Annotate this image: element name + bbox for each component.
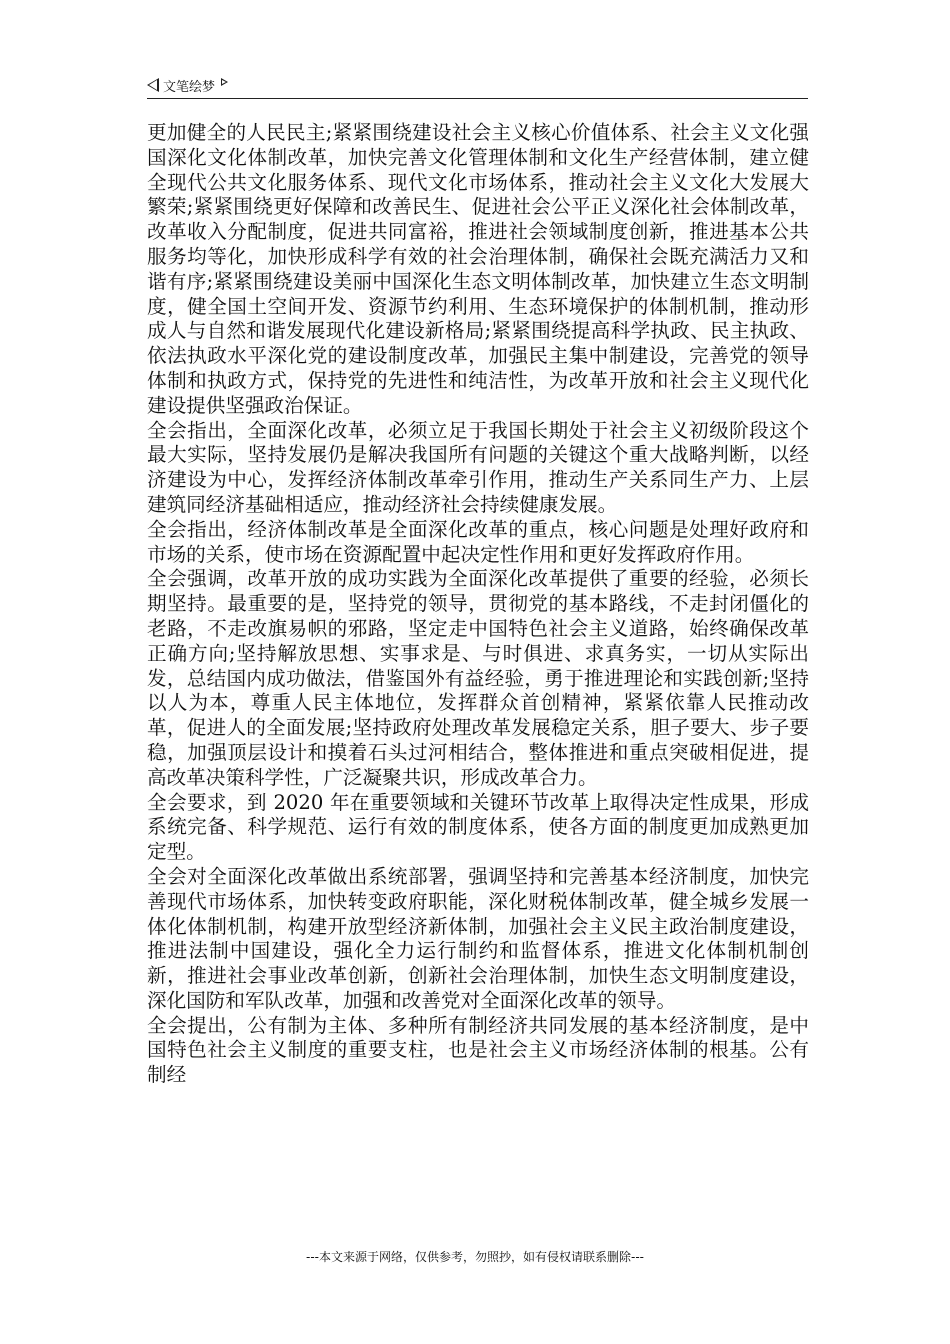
paragraph: 全会提出，公有制为主体、多种所有制经济共同发展的基本经济制度，是中国特色社会主义制度的重要支柱，也是社会主义市场经济体制的根基。公有制经 bbox=[147, 1013, 809, 1087]
paragraph: 全会指出，经济体制改革是全面深化改革的重点，核心问题是处理好政府和市场的关系，使市场在资源配置中起决定性作用和更好发挥政府作用。 bbox=[147, 517, 809, 566]
triangle-left-icon bbox=[147, 78, 159, 92]
document-body bbox=[147, 121, 809, 1088]
paragraph: 全会指出，全面深化改革，必须立足于我国长期处于社会主义初级阶段这个最大实际，坚持发展仍是解决我国所有问题的关键这个重大战略判断，以经济建设为中心，发挥经济体制改革牵引作用，推动生产关系同生产力、上层建筑同经济基础相适应，推动经济社会持续健康发展。 bbox=[147, 418, 809, 516]
triangle-right-icon bbox=[221, 78, 228, 86]
paragraph: 全会强调，改革开放的成功实践为全面深化改革提供了重要的经验，必须长期坚持。最重要的是，坚持党的领导，贯彻党的基本路线，不走封闭僵化的老路，不走改旗易帜的邪路，坚定走中国特色社会主义道路，始终确保改革正确方向;坚持解放思想、实事求是、与时俱进、求真务实，一切从实际出发，总结国内成功做法，借鉴国外有益经验，勇于推进理论和实践创新;坚持以人为本，尊重人民主体地位，发挥群众首创精神，紧紧依靠人民推动改革，促进人的全面发展;坚持政府处理改革发展稳定关系，胆子要大、步子要稳，加强顶层设计和摸着石头过河相结合，整体推进和重点突破相促进，提高改革决策科学性，广泛凝聚共识，形成改革合力。 bbox=[147, 567, 809, 789]
header-title: 文笔绘梦 bbox=[163, 79, 216, 95]
paragraph: 更加健全的人民民主;紧紧围绕建设社会主义核心价值体系、社会主义文化强国深化文化体制改革，加快完善文化管理体制和文化生产经营体制，建立健全现代公共文化服务体系、现代文化市场体系，推动社会主义文化大发展大繁荣;紧紧围绕更好保障和改善民生、促进社会公平正义深化社会体制改革，改革收入分配制度，促进共同富裕，推进社会领域制度创新，推进基本公共服务均等化，加快形成科学有效的社会治理体制，确保社会既充满活力又和谐有序;紧紧围绕建设美丽中国深化生态文明体制改革，加快建立生态文明制度，健全国土空间开发、资源节约利用、生态环境保护的体制机制，推动形成人与自然和谐发展现代化建设新格局;紧紧围绕提高科学执政、民主执政、依法执政水平深化党的建设制度改革，加强民主集中制建设，完善党的领导体制和执政方式，保持党的先进性和纯洁性，为改革开放和社会主义现代化建设提供坚强政治保证。 bbox=[147, 121, 809, 417]
page-header bbox=[147, 74, 808, 99]
paragraph: 全会对全面深化改革做出系统部署，强调坚持和完善基本经济制度，加快完善现代市场体系，加快转变政府职能，深化财税体制改革，健全城乡发展一体化体制机制，构建开放型经济新体制，加强社会主义民主政治制度建设，推进法制中国建设，强化全力运行制约和监督体系，推进文化体制机制创新，推进社会事业改革创新，创新社会治理体制，加快生态文明制度建设，深化国防和军队改革，加强和改善党对全面深化改革的领导。 bbox=[147, 864, 809, 1012]
paragraph: 全会要求，到 2020 年在重要领域和关键环节改革上取得决定性成果，形成系统完备、科学规范、运行有效的制度体系，使各方面的制度更加成熟更加定型。 bbox=[147, 790, 809, 864]
footer-notice: ---本文来源于网络，仅供参考，勿照抄，如有侵权请联系删除--- bbox=[306, 1250, 644, 1264]
header-row bbox=[147, 74, 228, 96]
